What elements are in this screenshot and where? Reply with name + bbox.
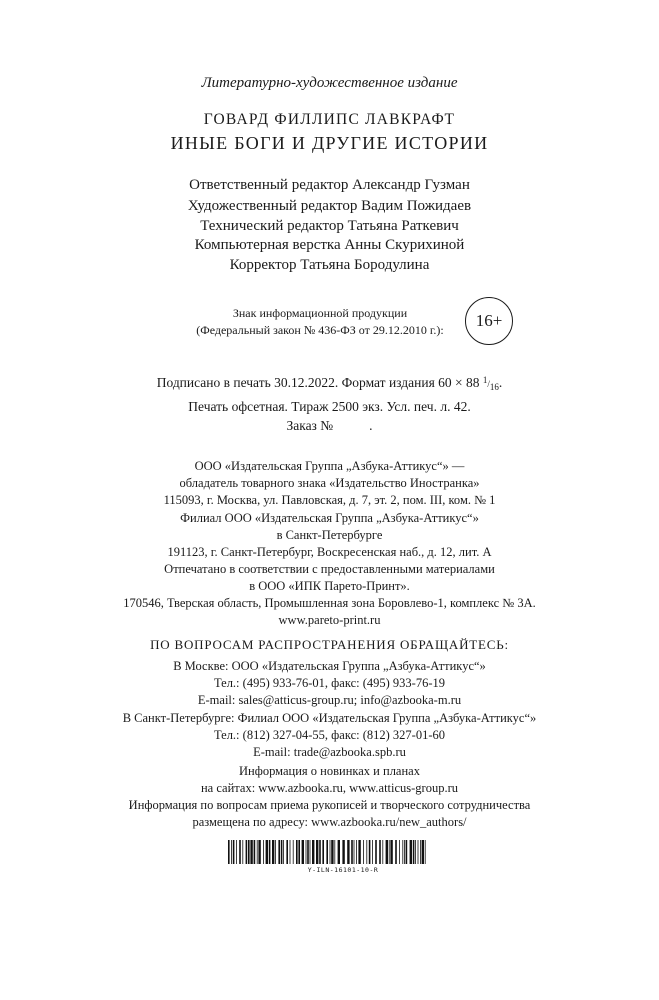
spb-phone: Тел.: (812) 327-04-55, факс: (812) 327-01-60 [213,728,446,742]
order-line [0,416,659,435]
moscow-name: В Москве: ООО «Издательская Группа „Азбука-Аттикус“» [173,659,486,673]
news-sites: на сайтах: www.azbooka.ru, www.atticus-group.ru [200,781,459,795]
publisher-trademark: обладатель товарного знака «Издательство Иностранка» [179,476,480,490]
author-name: ГОВАРД ФИЛЛИПС ЛАВКРАФТ [203,111,456,128]
barcode [228,840,428,884]
spb-email: E-mail: trade@azbooka.spb.ru [253,745,406,759]
credit-line: Технический редактор Татьяна Раткевич [200,218,459,234]
format-numerator: 1 [482,375,488,385]
format-end: . [498,375,503,390]
printer-website: www.pareto-print.ru [278,613,381,627]
printer-name: в ООО «ИПК Парето-Принт». [249,579,410,593]
credit-line: Художественный редактор Вадим Пожидаев [187,198,472,214]
order-label: Заказ № [286,418,334,433]
moscow-contacts [0,658,659,709]
printer-address: 170546, Тверская область, Промышленная зона Боровлево-1, комплекс № 3А. [123,596,536,610]
publisher-block [0,458,659,509]
branch-address: 191123, г. Санкт-Петербург, Воскресенская наб., д. 12, лит. А [167,545,492,559]
credit-line: Компьютерная верстка Анны Скурихиной [194,237,465,253]
barcode-code: Y-ILN-16101-10-R [307,866,379,874]
credit-line: Ответственный редактор Александр Гузман [189,177,470,193]
branch-city: в Санкт-Петербурге [276,528,383,542]
branch-name: Филиал ООО «Издательская Группа „Азбука-Аттикус“» [180,511,479,525]
order-end: . [369,418,373,433]
news-line: Информация о новинках и планах [239,764,420,778]
manuscripts-url: размещена по адресу: www.azbooka.ru/new_authors/ [192,815,467,829]
edition-type: Литературно-художественное издание [201,75,458,91]
signed-for-print [0,371,659,397]
credit-line: Корректор Татьяна Бородулина [229,257,430,273]
age-rating-text: 16+ [475,311,503,330]
publisher-name: ООО «Издательская Группа „Азбука-Аттикус“» — [194,459,465,473]
format-fraction: 1/16 [482,375,499,392]
format-denominator: 16 [489,382,499,392]
info-sign-text [180,305,460,339]
offset-line: Печать офсетная. Тираж 2500 экз. Усл. печ. л. 42. [188,399,471,414]
print-info [0,371,659,435]
printer-block [0,561,659,629]
manuscripts-line: Информация по вопросам приема рукописей и творческого сотрудничества [128,798,531,812]
branch-block [0,510,659,561]
book-title: ИНЫЕ БОГИ И ДРУГИЕ ИСТОРИИ [170,133,489,153]
info-sign-line: Знак информационной продукции [232,306,408,320]
distribution-heading: ПО ВОПРОСАМ РАСПРОСТРАНЕНИЯ ОБРАЩАЙТЕСЬ: [150,637,509,652]
moscow-email: E-mail: sales@atticus-group.ru; info@azbooka-m.ru [197,693,462,707]
spb-name: В Санкт-Петербурге: Филиал ООО «Издательская Группа „Азбука-Аттикус“» [122,711,537,725]
printer-line: Отпечатано в соответствии с предоставленными материалами [164,562,495,576]
manuscripts-info [0,797,659,831]
barcode-icon [228,840,428,866]
signed-line: Подписано в печать 30.12.2022. Формат издания 60 × 88 [156,375,480,390]
info-sign-law: (Федеральный закон № 436-ФЗ от 29.12.2010 г.): [196,323,444,337]
publisher-address: 115093, г. Москва, ул. Павловская, д. 7, эт. 2, пом. III, ком. № 1 [163,493,496,507]
spb-contacts [0,710,659,761]
news-info [0,763,659,797]
age-rating-badge [465,297,513,345]
moscow-phone: Тел.: (495) 933-76-01, факс: (495) 933-76-19 [213,676,446,690]
